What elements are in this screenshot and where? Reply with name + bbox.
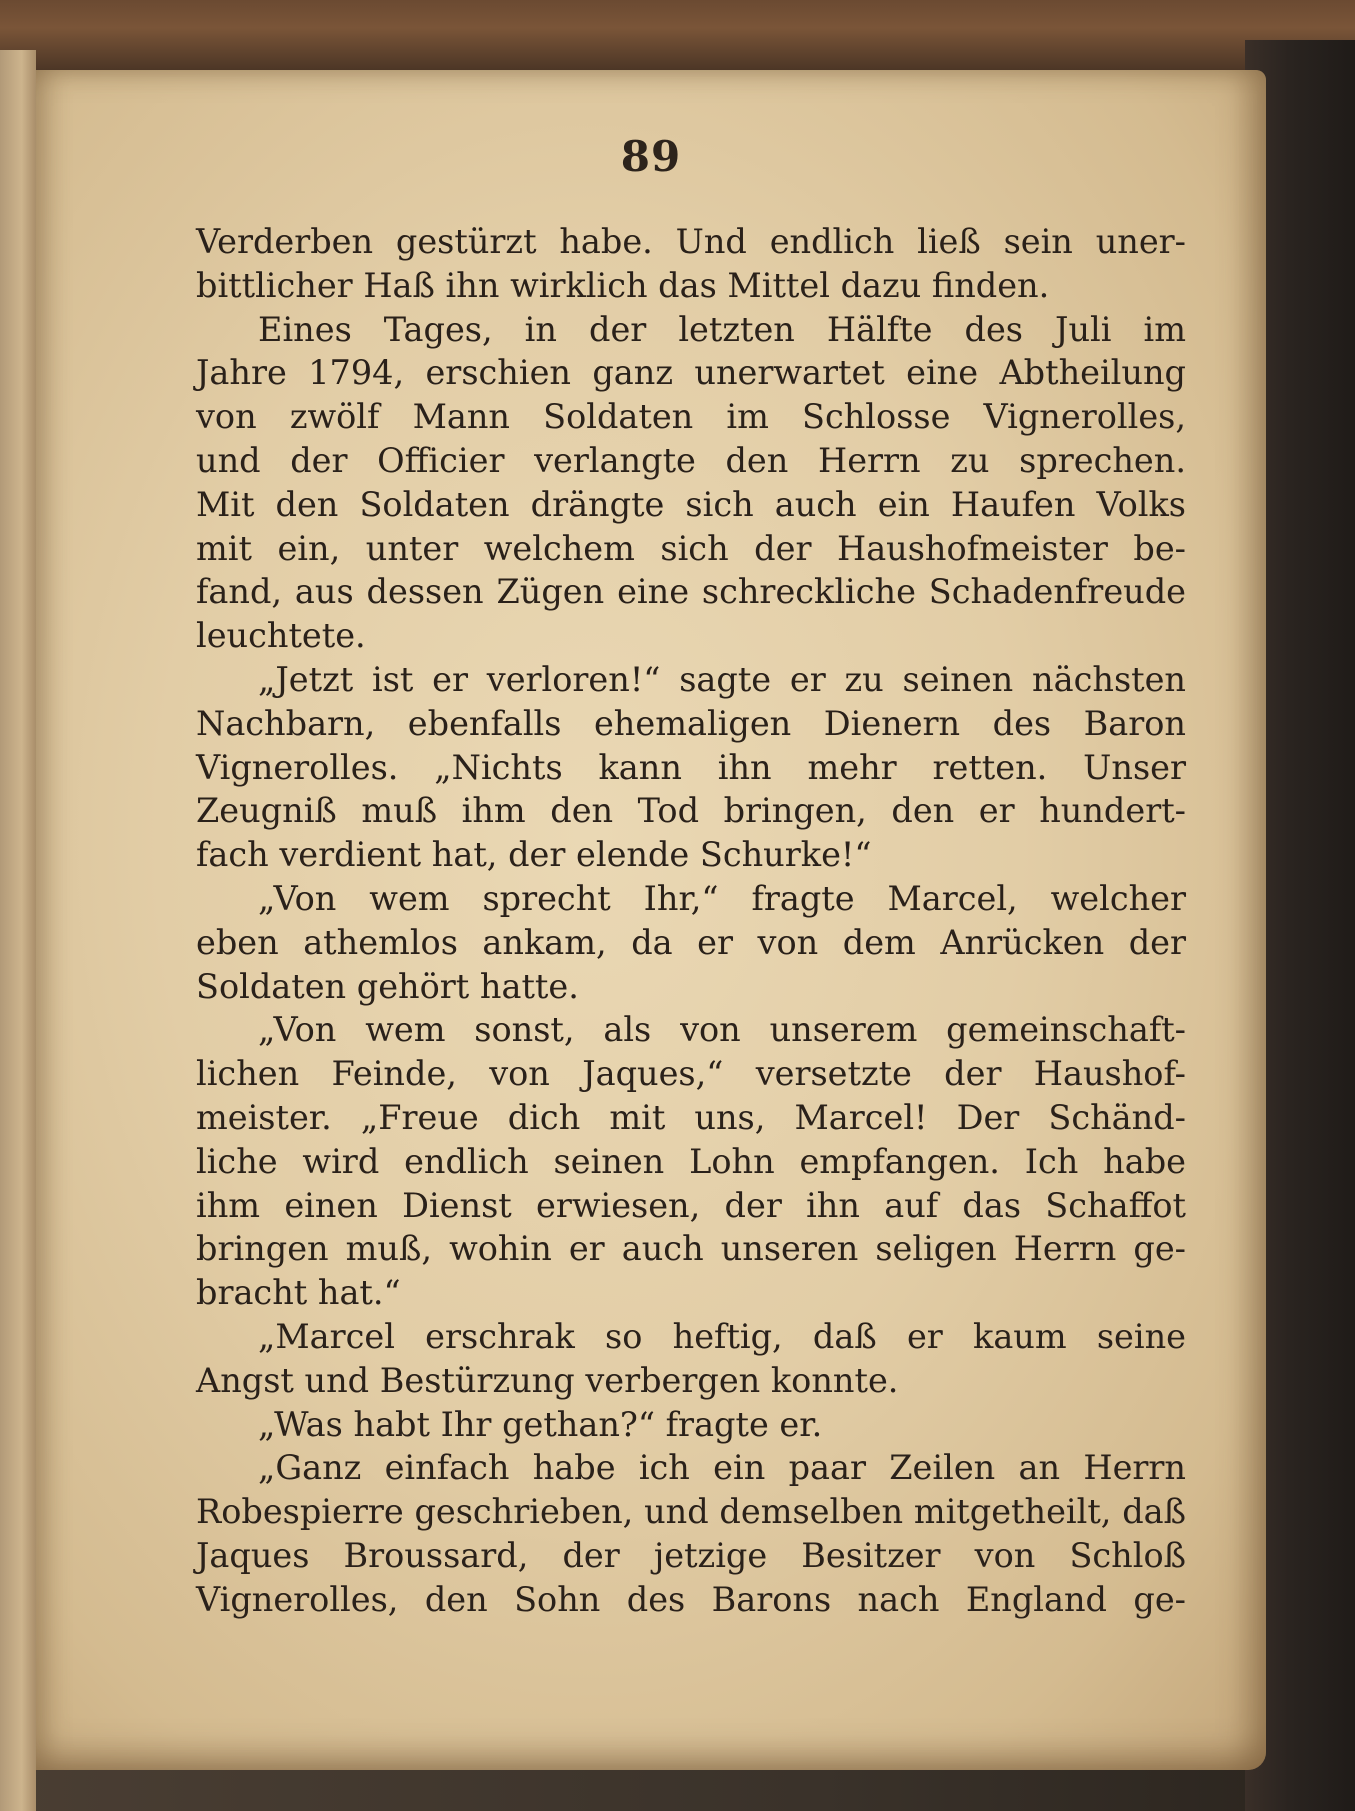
text-line: Zeugniß muß ihm den Tod bringen, den er hundert- <box>196 791 1186 831</box>
text-line: bittlicher Haß ihn wirklich das Mittel dazu finden. <box>196 265 1050 305</box>
text-line: Vignerolles. „Nichts kann ihn mehr retten. Unser <box>196 747 1186 787</box>
text-line: „Von wem sprecht Ihr,“ fragte Marcel, welcher <box>258 878 1186 918</box>
text-line: liche wird endlich seinen Lohn empfangen. Ich habe <box>196 1141 1186 1181</box>
book-cover-top-edge <box>0 0 1355 70</box>
text-line: fand, aus dessen Zügen eine schreckliche Schadenfreude <box>196 572 1186 612</box>
text-line: mit ein, unter welchem sich der Haushofmeister be- <box>196 528 1186 568</box>
text-line: von zwölf Mann Soldaten im Schlosse Vignerolles, <box>196 397 1186 437</box>
text-line: „Marcel erschrak so heftig, daß er kaum seine <box>258 1316 1186 1356</box>
text-line: fach verdient hat, der elende Schurke!“ <box>196 835 872 875</box>
book-page <box>36 70 1266 1770</box>
text-line: „Von wem sonst, als von unserem gemeinschaft- <box>258 1010 1186 1050</box>
text-line: Eines Tages, in der letzten Hälfte des Juli im <box>258 309 1186 349</box>
text-line: meister. „Freue dich mit uns, Marcel! Der Schänd- <box>196 1097 1186 1137</box>
text-line: Jahre 1794, erschien ganz unerwartet eine Abtheilung <box>196 353 1186 393</box>
text-line: Nachbarn, ebenfalls ehemaligen Dienern des Baron <box>196 703 1186 743</box>
text-line: lichen Feinde, von Jaques,“ versetzte der Haushof- <box>196 1054 1186 1094</box>
text-line: „Ganz einfach habe ich ein paar Zeilen an Herrn <box>258 1448 1186 1488</box>
text-line: Jaques Broussard, der jetzige Besitzer von Schloß <box>196 1535 1186 1575</box>
text-line: und der Officier verlangte den Herrn zu sprechen. <box>196 440 1186 480</box>
text-line: Mit den Soldaten drängte sich auch ein Haufen Volks <box>196 484 1186 524</box>
text-line: leuchtete. <box>196 616 366 656</box>
text-line: Vignerolles, den Sohn des Barons nach England ge- <box>196 1579 1186 1619</box>
text-line: ihm einen Dienst erwiesen, der ihn auf das Schaffot <box>196 1185 1186 1225</box>
text-line: Robespierre geschrieben, und demselben mitgetheilt, daß <box>196 1492 1186 1532</box>
text-line: Verderben gestürzt habe. Und endlich ließ sein uner- <box>196 222 1186 261</box>
text-line: bracht hat.“ <box>196 1273 401 1313</box>
text-line: Soldaten gehört hatte. <box>196 966 579 1006</box>
text-line: bringen muß, wohin er auch unseren seligen Herrn ge- <box>196 1229 1186 1269</box>
page-number: 89 <box>620 132 682 181</box>
text-line: eben athemlos ankam, da er von dem Anrücken der <box>196 922 1186 962</box>
text-line: „Was habt Ihr gethan?“ fragte er. <box>258 1404 823 1444</box>
text-line: Angst und Bestürzung verbergen konnte. <box>196 1360 899 1400</box>
book-page-stack-left <box>0 50 36 1811</box>
text-line: „Jetzt ist er verloren!“ sagte er zu seinen nächsten <box>258 659 1186 699</box>
page-body-text <box>196 220 1186 1622</box>
